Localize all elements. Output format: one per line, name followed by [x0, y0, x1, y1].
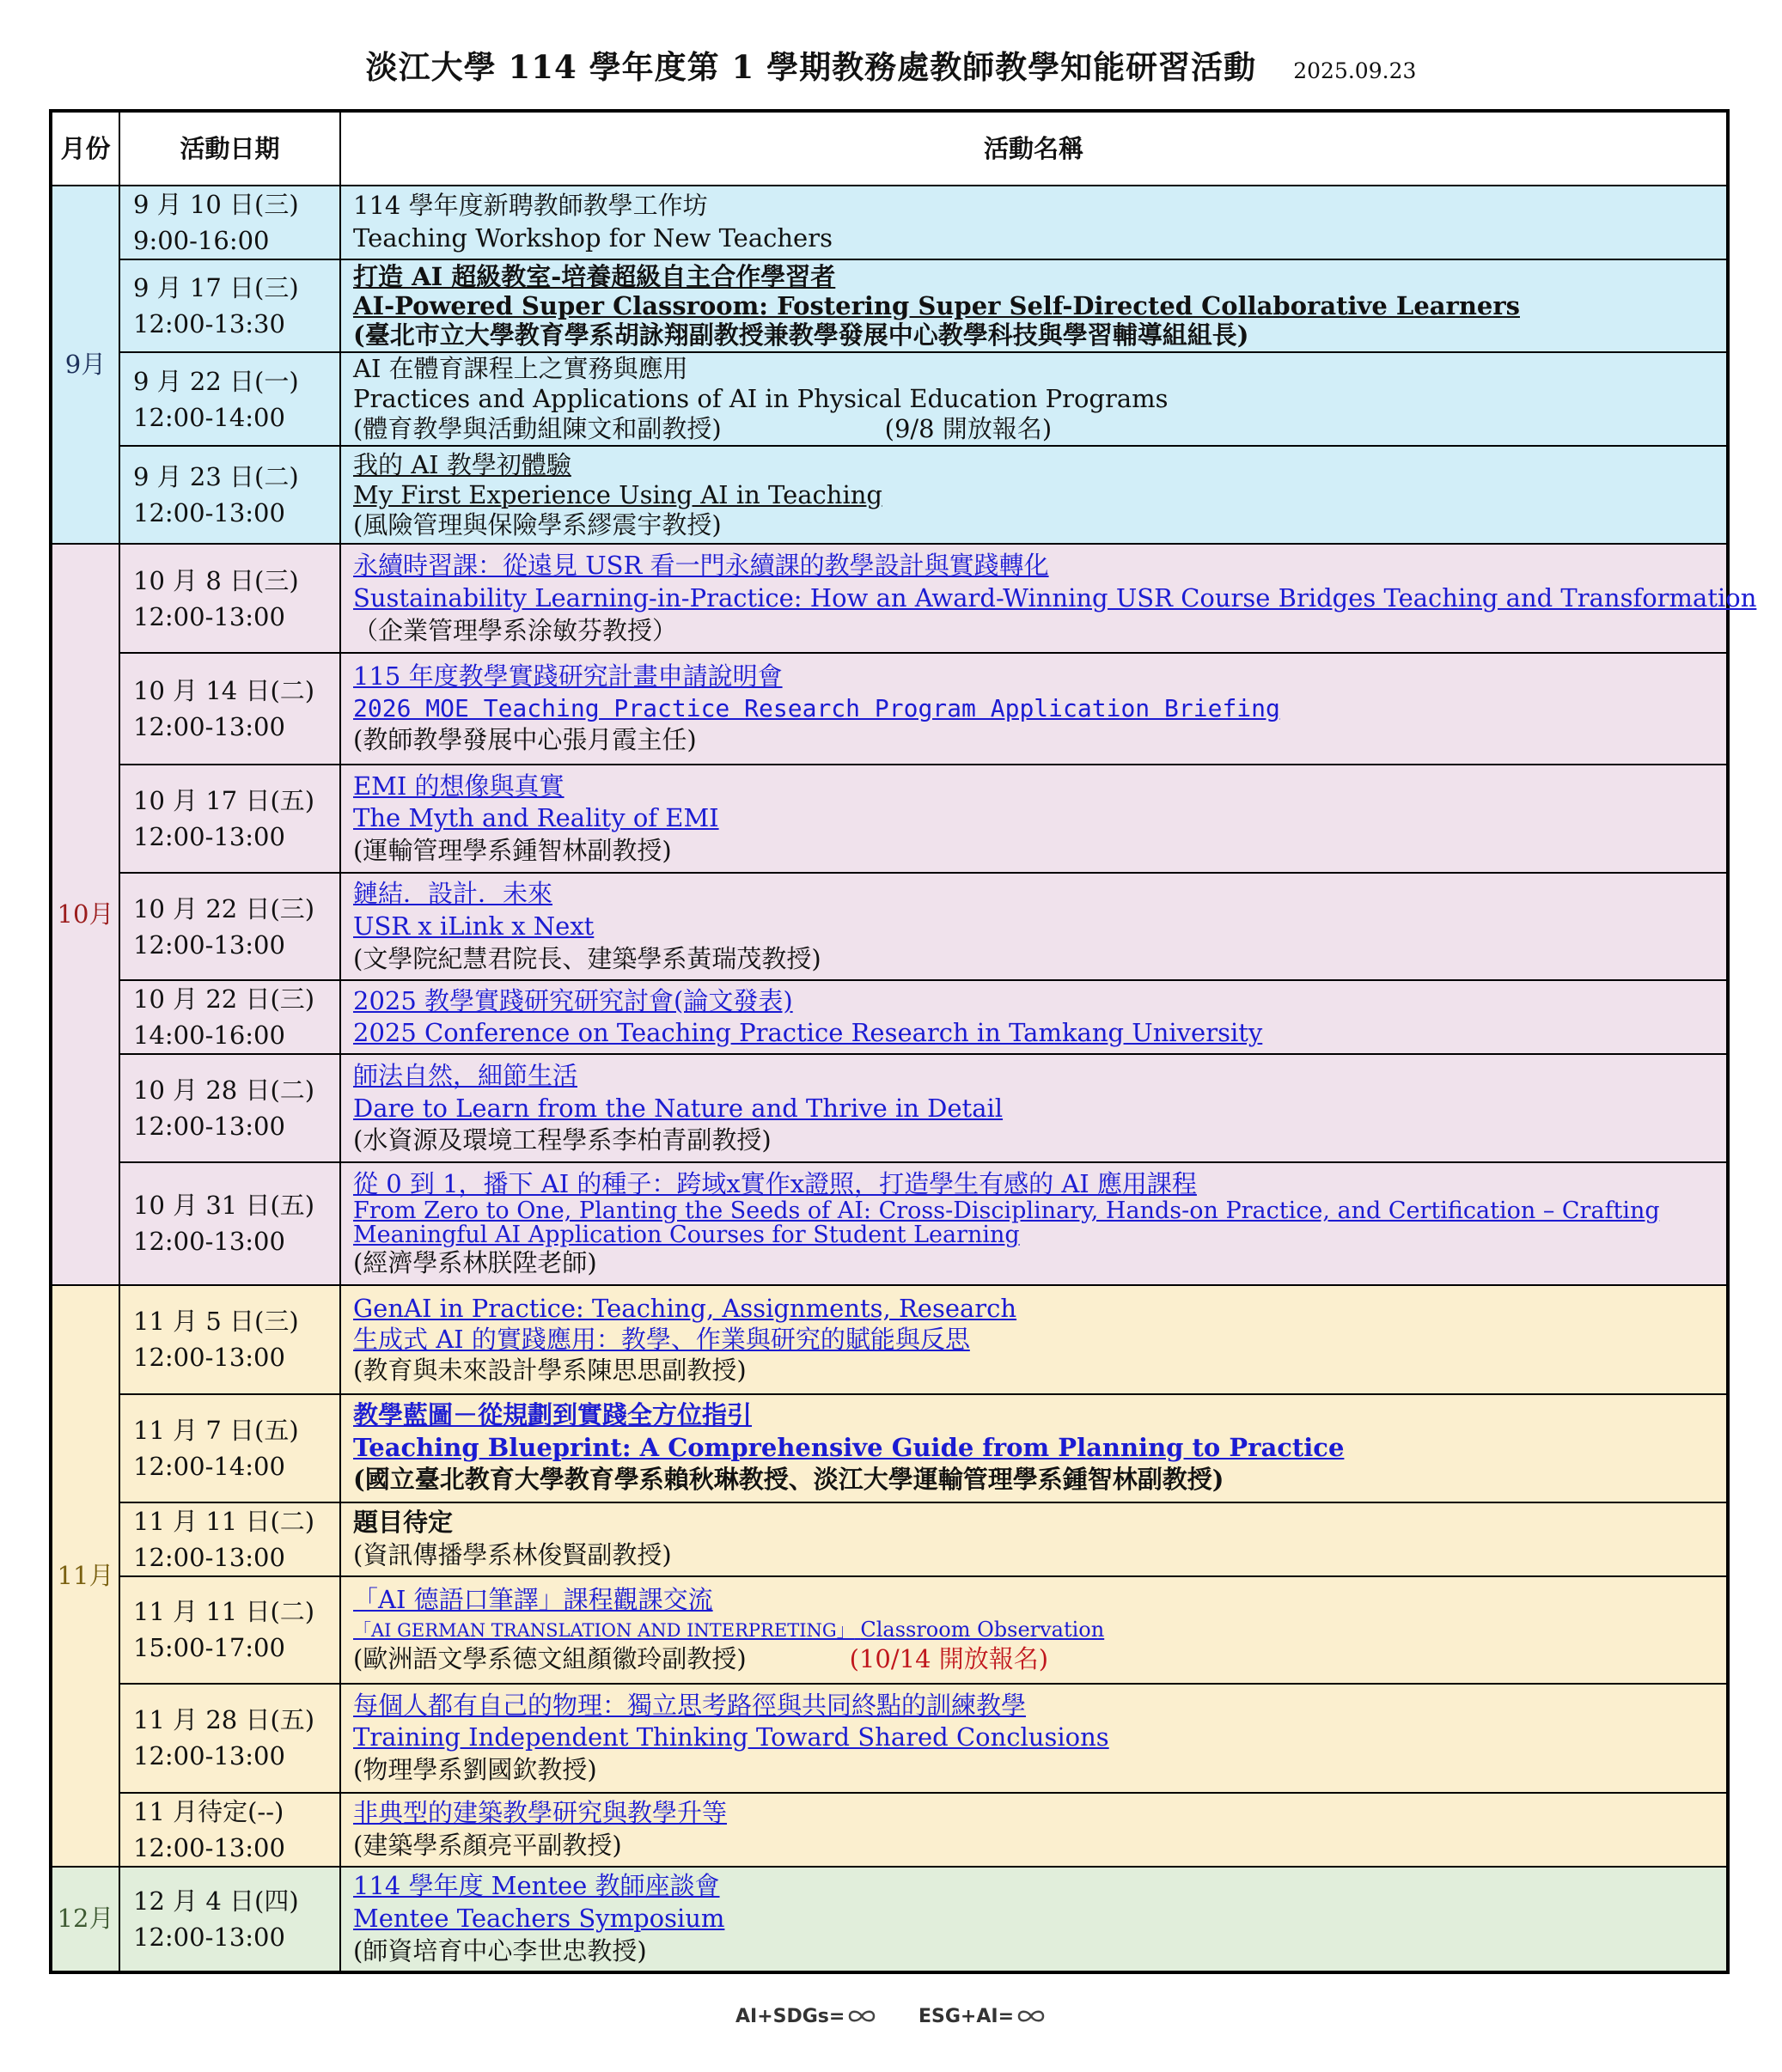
activity-link[interactable]: 2025 Conference on Teaching Practice Research in Tamkang University	[353, 1018, 1263, 1048]
activity-link[interactable]: 教學藍圖－從規劃到實踐全方位指引	[353, 1400, 753, 1430]
activity-cell: 114 學年度新聘教師教學工作坊 Teaching Workshop for New Teachers	[340, 186, 1728, 259]
table-row	[51, 1394, 1728, 1502]
activity-cell: 114 學年度 Mentee 教師座談會 Mentee Teachers Symposium (師資培育中心李世忠教授)	[340, 1867, 1728, 1972]
activity-link[interactable]: Dare to Learn from the Nature and Thrive in Detail	[353, 1093, 1004, 1123]
table-header-row	[51, 111, 1728, 186]
table-row	[51, 1054, 1728, 1162]
month-cell-september: 9月	[51, 186, 119, 544]
infinity-icon	[846, 2008, 877, 2025]
month-cell-november: 11月	[51, 1285, 119, 1867]
table-row	[51, 544, 1728, 653]
activity-link[interactable]: 2025 教學實踐研究研究討會(論文發表)	[353, 985, 793, 1015]
activity-link[interactable]: 114 學年度 Mentee 教師座談會	[353, 1871, 720, 1901]
table-row	[51, 186, 1728, 259]
column-header-month: 月份	[51, 111, 119, 186]
infinity-icon	[1016, 2008, 1047, 2025]
table-row	[51, 1285, 1728, 1394]
activity-cell	[340, 980, 1728, 1054]
activity-link[interactable]: 從 0 到 1，播下 AI 的種子：跨域x實作x證照，打造學生有感的 AI 應用課程	[353, 1168, 1197, 1198]
table-row	[51, 653, 1728, 765]
activity-cell: AI 在體育課程上之實務與應用 Practices and Applications of AI in Physical Education Programs (體育教學與活動組陳文和副教授) (9/8 開放報名)	[340, 352, 1728, 446]
column-header-date: 活動日期	[119, 111, 340, 186]
date-cell: 10 月 22 日(三) 12:00-13:00	[119, 873, 340, 980]
table-row	[51, 1502, 1728, 1576]
activity-link[interactable]: 「AI GERMAN TRANSLATION AND INTERPRETING」 Classroom Observation	[353, 1617, 1105, 1642]
activity-link[interactable]: 每個人都有自己的物理：獨立思考路徑與共同終點的訓練教學	[353, 1690, 1027, 1720]
date-cell: 10 月 8 日(三) 12:00-13:00	[119, 544, 340, 653]
page-title: 淡江大學 114 學年度第 1 學期教務處教師教學知能研習活動	[365, 48, 1257, 86]
activity-link[interactable]: 「AI 德語口筆譯」課程觀課交流	[353, 1584, 713, 1614]
activity-cell: 打造 AI 超級教室-培養超級自主合作學習者 AI-Powered Super Classroom: Fostering Super Self-Directed Collaborative Learners (臺北市立大學教育學系胡詠翔副教授兼教學發展中心教學科技與學習輔導組組長)	[340, 259, 1728, 352]
activity-cell: 每個人都有自己的物理：獨立思考路徑與共同終點的訓練教學 Training Independent Thinking Toward Shared Conclusions (物理學系劉國欽教授)	[340, 1684, 1728, 1793]
date-cell: 11 月 28 日(五) 12:00-13:00	[119, 1684, 340, 1793]
activity-cell: 從 0 到 1，播下 AI 的種子：跨域x實作x證照，打造學生有感的 AI 應用課程 From Zero to One, Planting the Seeds of AI: Cross-Disciplinary, Hands-on Practice, and Certification – Crafting Meaningful AI Application Courses for Student Learning (經濟學系林朕陞老師)	[340, 1162, 1728, 1284]
activity-link[interactable]: 生成式 AI 的實踐應用：教學、作業與研究的賦能與反思	[353, 1324, 970, 1354]
footer-logos	[0, 2006, 1782, 2027]
month-cell-october: 10月	[51, 544, 119, 1284]
table-row	[51, 352, 1728, 446]
table-row	[51, 1162, 1728, 1284]
activity-cell: 永續時習課：從遠見 USR 看一門永續課的教學設計與實踐轉化 Sustainability Learning-in-Practice: How an Award-Winning USR Course Bridges Teaching and Transformation （企業管理學系涂敏芬教授）	[340, 544, 1728, 653]
activity-cell: 題目待定 (資訊傳播學系林俊賢副教授)	[340, 1502, 1728, 1576]
activity-link[interactable]: USR x iLink x Next	[353, 911, 595, 941]
table-row	[51, 980, 1728, 1054]
date-cell: 10 月 31 日(五) 12:00-13:00	[119, 1162, 340, 1284]
date-cell: 10 月 22 日(三) 14:00-16:00	[119, 980, 340, 1054]
month-cell-december: 12月	[51, 1867, 119, 1972]
activity-link[interactable]: 鏈結．設計．未來	[353, 879, 553, 909]
activity-link[interactable]: From Zero to One, Planting the Seeds of AI: Cross-Disciplinary, Hands-on Practice, and Certification – Crafting Meaningful AI Application Courses for Student Learning	[353, 1197, 1660, 1249]
page-header	[0, 41, 1782, 88]
activity-cell: 鏈結．設計．未來 USR x iLink x Next (文學院紀慧君院長、建築學系黃瑞茂教授)	[340, 873, 1728, 980]
date-cell: 11 月 11 日(二) 12:00-13:00	[119, 1502, 340, 1576]
date-cell: 11 月待定(--) 12:00-13:00	[119, 1793, 340, 1867]
activity-cell: 我的 AI 教學初體驗 My First Experience Using AI in Teaching (風險管理與保險學系繆震宇教授)	[340, 446, 1728, 544]
date-cell: 9 月 10 日(三) 9:00-16:00	[119, 186, 340, 259]
table-row	[51, 259, 1728, 352]
activity-link[interactable]: 師法自然，細節生活	[353, 1060, 578, 1090]
date-cell: 12 月 4 日(四) 12:00-13:00	[119, 1867, 340, 1972]
date-cell: 10 月 14 日(二) 12:00-13:00	[119, 653, 340, 765]
schedule-table	[49, 109, 1757, 1974]
activity-link[interactable]: Training Independent Thinking Toward Shared Conclusions	[353, 1722, 1109, 1752]
activity-link[interactable]: Teaching Blueprint: A Comprehensive Guide from Planning to Practice	[353, 1432, 1345, 1462]
table-row	[51, 873, 1728, 980]
table-row	[51, 446, 1728, 544]
activity-link[interactable]: GenAI in Practice: Teaching, Assignments, Research	[353, 1293, 1017, 1323]
column-header-name: 活動名稱	[340, 111, 1728, 186]
table-row	[51, 1793, 1728, 1867]
date-cell: 10 月 28 日(二) 12:00-13:00	[119, 1054, 340, 1162]
date-cell: 9 月 22 日(一) 12:00-14:00	[119, 352, 340, 446]
activity-link[interactable]: Sustainability Learning-in-Practice: How an Award-Winning USR Course Bridges Teaching and Transformation	[353, 582, 1757, 612]
activity-link[interactable]: 2026 MOE Teaching Practice Research Program Application Briefing	[353, 694, 1280, 723]
activity-link[interactable]: 永續時習課：從遠見 USR 看一門永續課的教學設計與實踐轉化	[353, 551, 1049, 581]
activity-cell: 「AI 德語口筆譯」課程觀課交流 「AI GERMAN TRANSLATION AND INTERPRETING」 Classroom Observation (歐洲語文學系德文組顏徽玲副教授) (10/14 開放報名)	[340, 1576, 1728, 1684]
activity-link[interactable]: EMI 的想像與真實	[353, 771, 565, 801]
activity-cell: 115 年度教學實踐研究計畫申請說明會 2026 MOE Teaching Practice Research Program Application Briefing (教師教學發展中心張月霞主任)	[340, 653, 1728, 765]
ai-sdgs-logo: AI+SDGs=	[735, 2006, 877, 2027]
esg-ai-logo: ESG+AI=	[918, 2006, 1047, 2027]
activity-cell: GenAI in Practice: Teaching, Assignments, Research 生成式 AI 的實踐應用：教學、作業與研究的賦能與反思 (教育與未來設計學系陳思思副教授)	[340, 1285, 1728, 1394]
activity-link[interactable]: Mentee Teachers Symposium	[353, 1904, 725, 1934]
activity-cell: 教學藍圖－從規劃到實踐全方位指引 Teaching Blueprint: A Comprehensive Guide from Planning to Practice (國立臺北教育大學教育學系賴秋琳教授、淡江大學運輸管理學系鍾智林副教授)	[340, 1394, 1728, 1502]
date-cell: 11 月 5 日(三) 12:00-13:00	[119, 1285, 340, 1394]
table-row	[51, 1867, 1728, 1972]
date-cell: 10 月 17 日(五) 12:00-13:00	[119, 765, 340, 873]
activity-link[interactable]: The Myth and Reality of EMI	[353, 803, 719, 833]
date-cell: 9 月 23 日(二) 12:00-13:00	[119, 446, 340, 544]
table-row	[51, 1684, 1728, 1793]
table-row	[51, 1576, 1728, 1684]
registration-note: (10/14 開放報名)	[849, 1643, 1049, 1673]
activity-cell: EMI 的想像與真實 The Myth and Reality of EMI (運輸管理學系鍾智林副教授)	[340, 765, 1728, 873]
activity-cell: 師法自然，細節生活 Dare to Learn from the Nature and Thrive in Detail (水資源及環境工程學系李柏青副教授)	[340, 1054, 1728, 1162]
table-row	[51, 765, 1728, 873]
activity-link[interactable]: 非典型的建築教學研究與教學升等	[353, 1798, 728, 1828]
activity-link[interactable]: 115 年度教學實踐研究計畫申請說明會	[353, 661, 783, 692]
date-cell: 11 月 11 日(二) 15:00-17:00	[119, 1576, 340, 1684]
date-cell: 9 月 17 日(三) 12:00-13:30	[119, 259, 340, 352]
registration-note: (9/8 開放報名)	[884, 414, 1053, 444]
publish-date: 2025.09.23	[1293, 58, 1417, 83]
activity-cell: 非典型的建築教學研究與教學升等 (建築學系顏亮平副教授)	[340, 1793, 1728, 1867]
date-cell: 11 月 7 日(五) 12:00-14:00	[119, 1394, 340, 1502]
